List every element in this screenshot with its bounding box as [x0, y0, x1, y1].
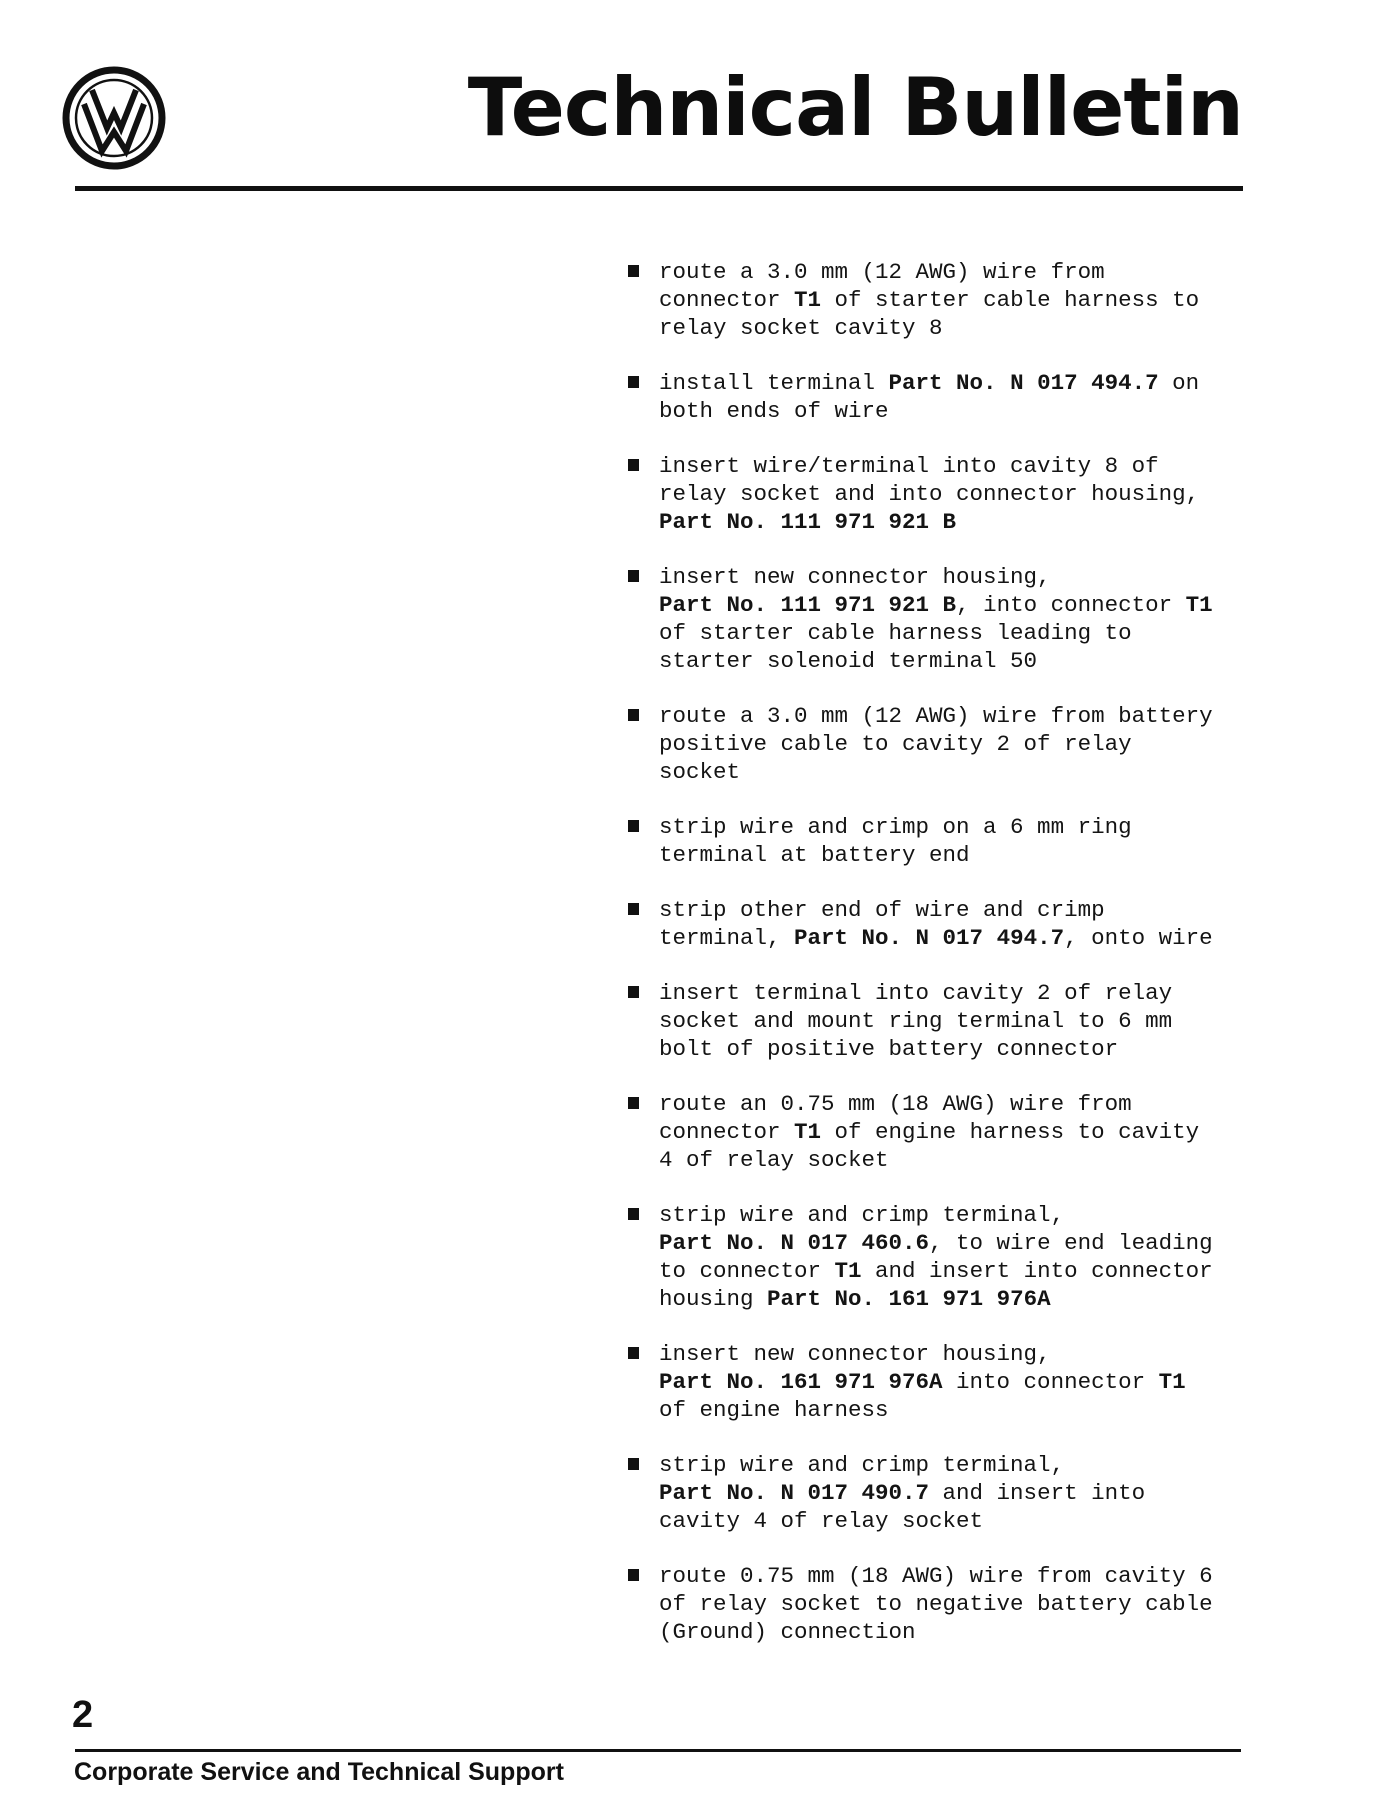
step-text: strip wire and crimp on a 6 mm ring	[659, 814, 1132, 840]
step-text: 4 of relay socket	[659, 1147, 889, 1173]
procedure-step	[624, 1562, 1264, 1646]
step-text: of engine harness	[659, 1397, 889, 1423]
step-text: route 0.75 mm (18 AWG) wire from cavity 6	[659, 1563, 1213, 1589]
step-text: socket and mount ring terminal to 6 mm	[659, 1008, 1173, 1034]
step-text-bold: Part No. N 017 490.7	[659, 1480, 930, 1506]
step-text: (Ground) connection	[659, 1619, 916, 1645]
square-bullet-icon	[628, 570, 639, 582]
step-text-bold: Part No. 111 971 921 B	[659, 509, 957, 535]
procedure-step	[624, 702, 1264, 786]
square-bullet-icon	[628, 903, 639, 915]
step-text: cavity 4 of relay socket	[659, 1508, 984, 1534]
step-text: insert terminal into cavity 2 of relay	[659, 980, 1173, 1006]
step-text: of relay socket to negative battery cable	[659, 1591, 1213, 1617]
step-text: of engine harness to cavity	[821, 1119, 1200, 1145]
step-text: housing	[659, 1286, 768, 1312]
procedure-step	[624, 563, 1264, 675]
header-divider	[75, 186, 1243, 191]
square-bullet-icon	[628, 1347, 639, 1359]
step-text-bold: T1	[794, 287, 822, 313]
step-text-bold: T1	[834, 1258, 862, 1284]
step-text: relay socket and into connector housing,	[659, 481, 1200, 507]
step-text: both ends of wire	[659, 398, 889, 424]
step-text: connector	[659, 287, 795, 313]
step-text-bold: Part No. N 017 494.7	[888, 370, 1159, 396]
step-text: on	[1158, 370, 1200, 396]
square-bullet-icon	[628, 709, 639, 721]
step-text: terminal,	[659, 925, 795, 951]
procedure-step	[624, 813, 1264, 869]
step-text: insert new connector housing,	[659, 564, 1051, 590]
procedure-step	[624, 1201, 1264, 1313]
square-bullet-icon	[628, 986, 639, 998]
step-text: positive cable to cavity 2 of relay	[659, 731, 1132, 757]
step-text: , to wire end leading	[929, 1230, 1213, 1256]
step-text: socket	[659, 759, 741, 785]
square-bullet-icon	[628, 376, 639, 388]
step-text-bold: T1	[1158, 1369, 1186, 1395]
step-text: relay socket cavity 8	[659, 315, 943, 341]
step-text: starter solenoid terminal 50	[659, 648, 1038, 674]
step-text: of starter cable harness to	[821, 287, 1200, 313]
square-bullet-icon	[628, 459, 639, 471]
step-text: strip other end of wire and crimp	[659, 897, 1105, 923]
step-text: strip wire and crimp terminal,	[659, 1452, 1065, 1478]
step-text: connector	[659, 1119, 795, 1145]
procedure-step	[624, 979, 1264, 1063]
page-number: 2	[72, 1694, 94, 1736]
procedure-steps-list	[624, 258, 1264, 1673]
step-text: , into connector	[956, 592, 1186, 618]
step-text: of starter cable harness leading to	[659, 620, 1132, 646]
step-text: route an 0.75 mm (18 AWG) wire from	[659, 1091, 1132, 1117]
step-text-bold: Part No. N 017 494.7	[794, 925, 1065, 951]
square-bullet-icon	[628, 1458, 639, 1470]
step-text: route a 3.0 mm (12 AWG) wire from	[659, 259, 1105, 285]
procedure-step	[624, 1451, 1264, 1535]
step-text: route a 3.0 mm (12 AWG) wire from battery	[659, 703, 1213, 729]
page-title: Technical Bulletin	[467, 61, 1243, 154]
step-text-bold: Part No. N 017 460.6	[659, 1230, 930, 1256]
square-bullet-icon	[628, 1097, 639, 1109]
footer-department: Corporate Service and Technical Support	[74, 1758, 564, 1786]
footer-divider	[75, 1749, 1241, 1752]
square-bullet-icon	[628, 1569, 639, 1581]
step-text: strip wire and crimp terminal,	[659, 1202, 1065, 1228]
step-text-bold: Part No. 111 971 921 B	[659, 592, 957, 618]
step-text: terminal at battery end	[659, 842, 970, 868]
procedure-step	[624, 1340, 1264, 1424]
volkswagen-logo-icon	[62, 66, 166, 170]
step-text: bolt of positive battery connector	[659, 1036, 1119, 1062]
square-bullet-icon	[628, 265, 639, 277]
step-text: , onto wire	[1064, 925, 1213, 951]
step-text: install terminal	[659, 370, 889, 396]
step-text: insert wire/terminal into cavity 8 of	[659, 453, 1159, 479]
step-text: into connector	[942, 1369, 1159, 1395]
square-bullet-icon	[628, 1208, 639, 1220]
procedure-step	[624, 258, 1264, 342]
step-text: and insert into connector	[861, 1258, 1213, 1284]
procedure-step	[624, 1090, 1264, 1174]
step-text: insert new connector housing,	[659, 1341, 1051, 1367]
step-text-bold: Part No. 161 971 976A	[659, 1369, 943, 1395]
square-bullet-icon	[628, 820, 639, 832]
step-text-bold: T1	[794, 1119, 822, 1145]
procedure-step	[624, 369, 1264, 425]
procedure-step	[624, 452, 1264, 536]
step-text-bold: T1	[1185, 592, 1213, 618]
procedure-step	[624, 896, 1264, 952]
step-text: and insert into	[929, 1480, 1146, 1506]
step-text-bold: Part No. 161 971 976A	[767, 1286, 1051, 1312]
step-text: to connector	[659, 1258, 835, 1284]
